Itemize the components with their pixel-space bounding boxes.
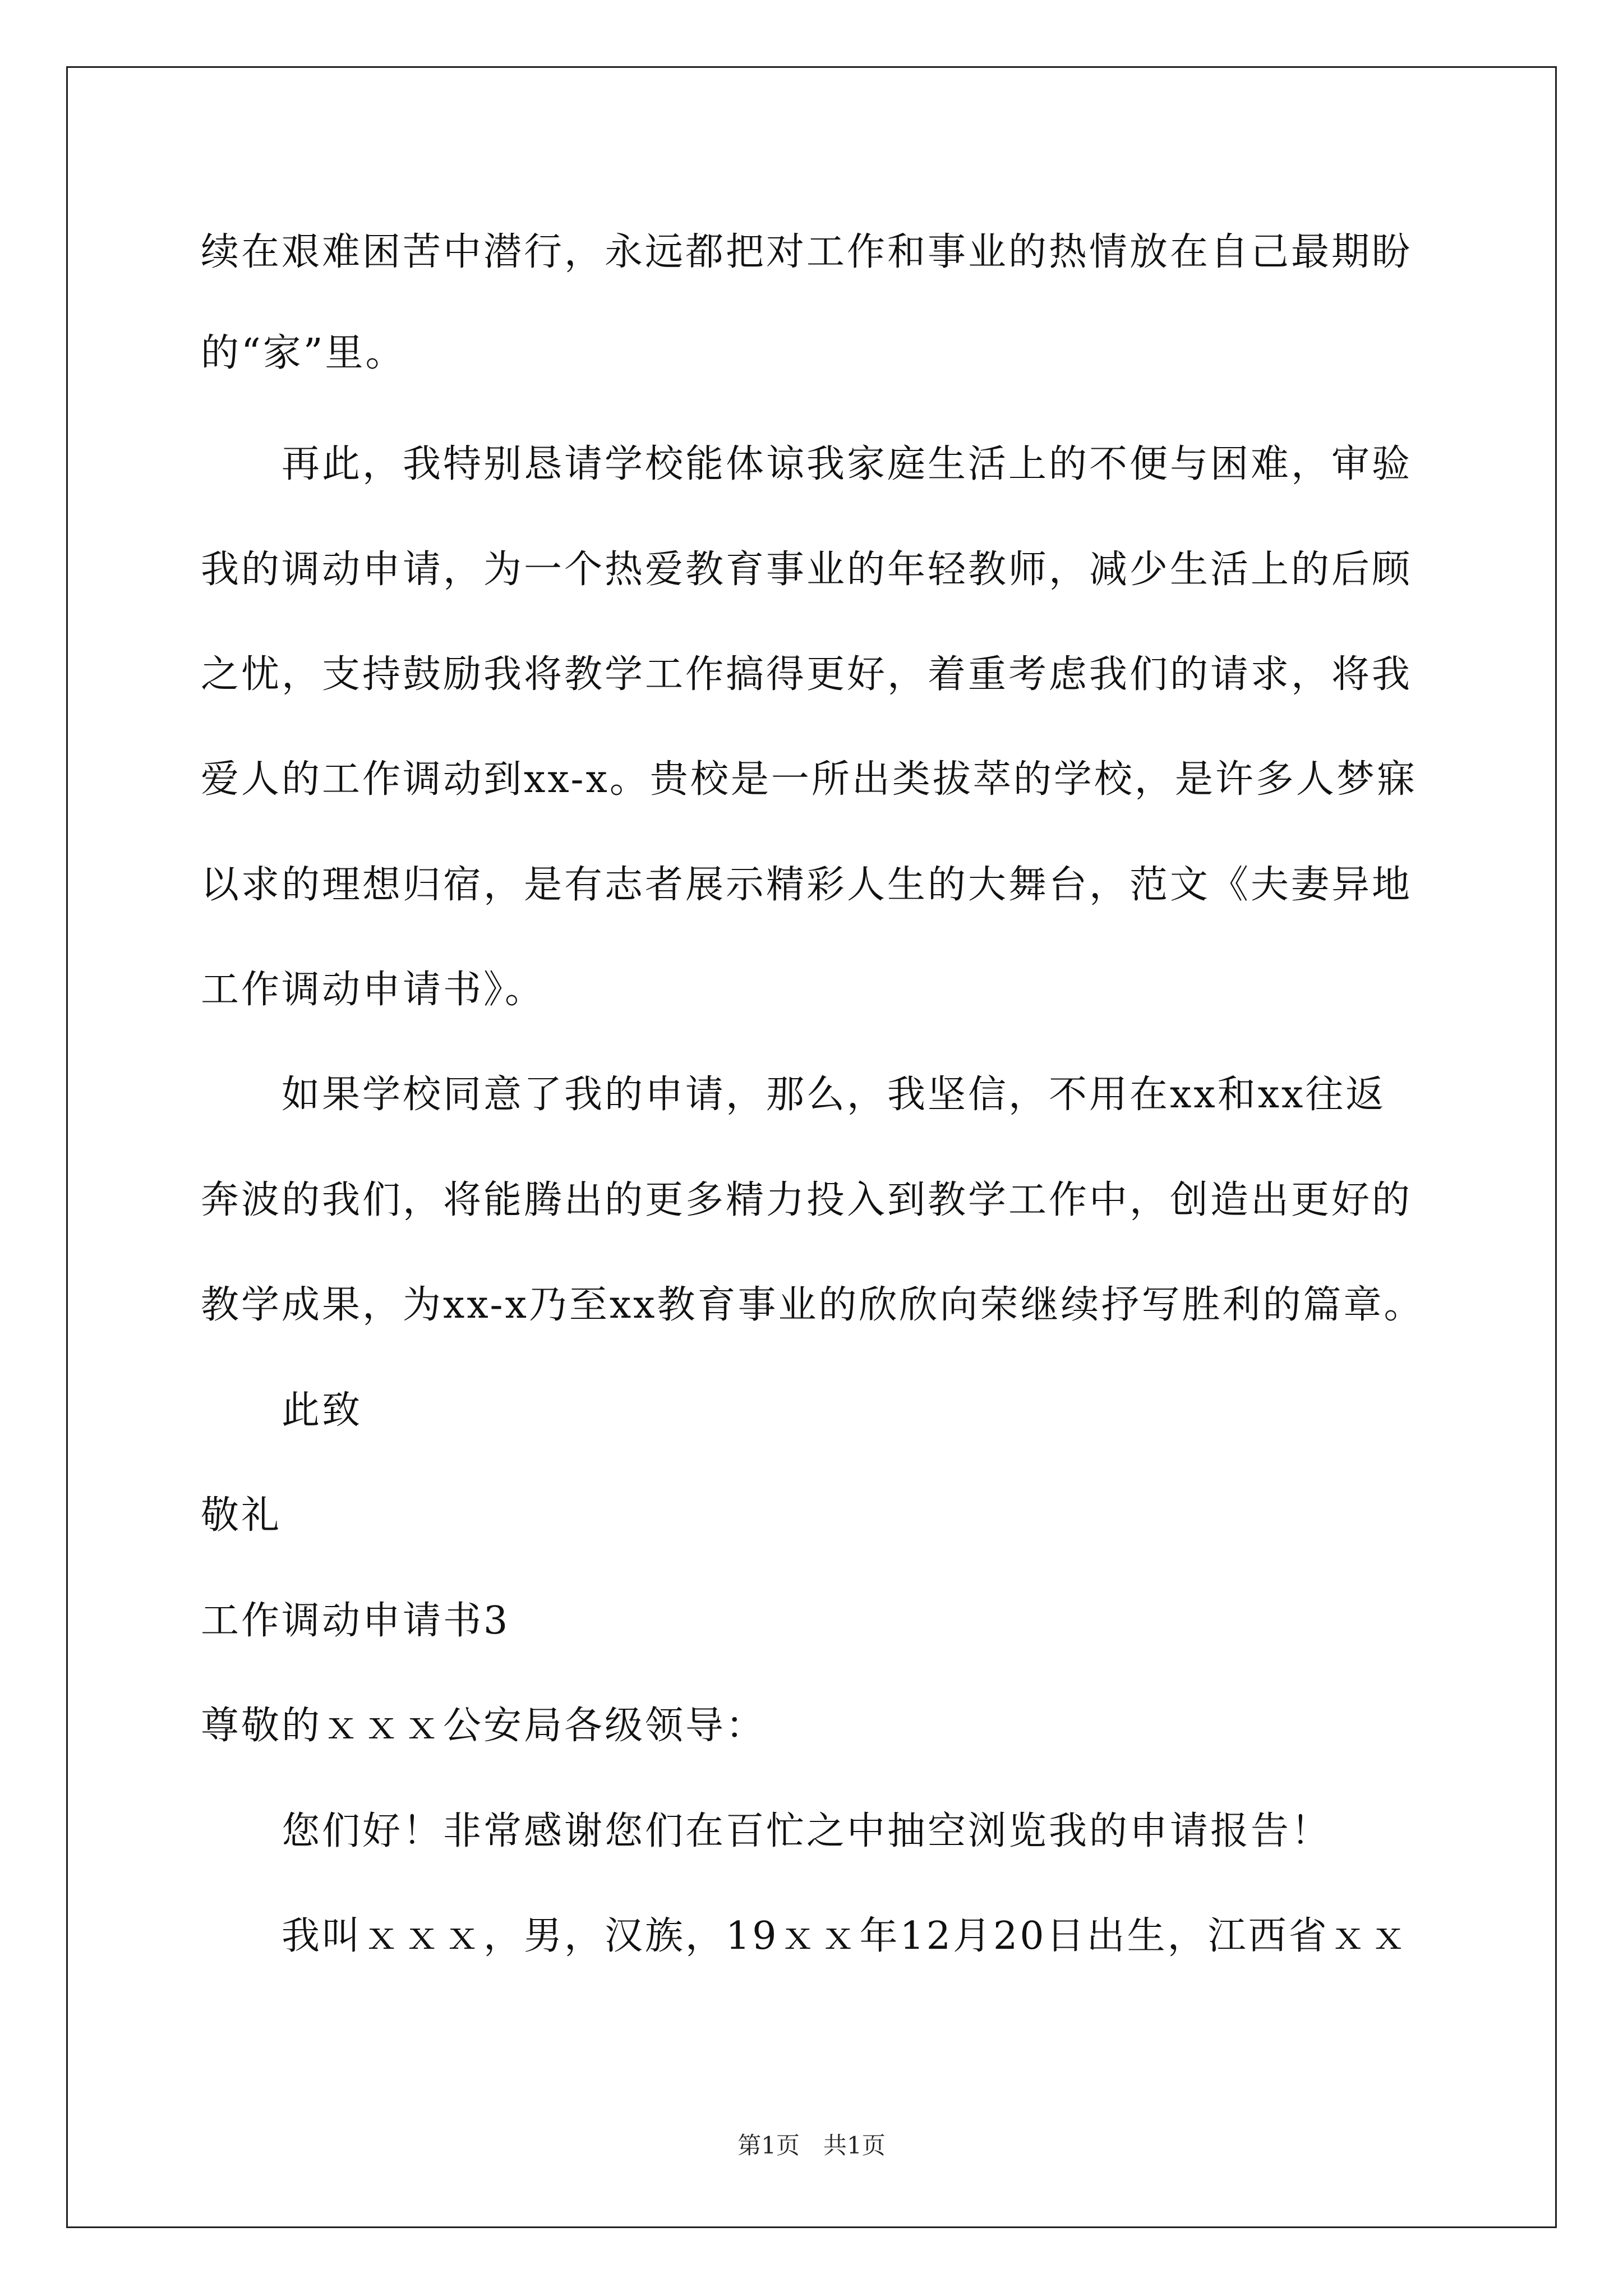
paragraph-line: 我叫ｘｘｘ，男，汉族，19ｘｘ年12月20日出生，江西省ｘｘ bbox=[282, 1914, 1410, 1958]
paragraph-line: 爱人的工作调动到xx-x。贵校是一所出类拔萃的学校，是许多人梦寐 bbox=[201, 757, 1417, 802]
paragraph-line: 如果学校同意了我的申请，那么，我坚信，不用在xx和xx往返 bbox=[282, 1073, 1386, 1117]
paragraph-line: 工作调动申请书》。 bbox=[201, 968, 546, 1012]
closing-regards: 敬礼 bbox=[201, 1493, 282, 1538]
paragraph-line: 之忧，支持鼓励我将教学工作搞得更好，着重考虑我们的请求，将我 bbox=[201, 652, 1413, 697]
greeting-line: 尊敬的ｘｘｘ公安局各级领导： bbox=[201, 1704, 767, 1748]
paragraph-line: 续在艰难困苦中潜行，永远都把对工作和事业的热情放在自己最期盼 bbox=[201, 230, 1413, 274]
paragraph-line: 再此，我特别恳请学校能体谅我家庭生活上的不便与困难，审验 bbox=[282, 442, 1413, 486]
page-border bbox=[66, 66, 1557, 2228]
paragraph-line: 的“家”里。 bbox=[201, 331, 406, 375]
page-footer: 第1页 共1页 bbox=[737, 2132, 886, 2159]
closing-salutation: 此致 bbox=[282, 1388, 363, 1433]
section-title: 工作调动申请书3 bbox=[201, 1599, 510, 1643]
paragraph-line: 教学成果，为xx-x乃至xx教育事业的欣欣向荣继续抒写胜利的篇章。 bbox=[201, 1283, 1424, 1327]
paragraph-line: 我的调动申请，为一个热爱教育事业的年轻教师，减少生活上的后顾 bbox=[201, 547, 1413, 592]
paragraph-line: 您们好！非常感谢您们在百忙之中抽空浏览我的申请报告！ bbox=[282, 1809, 1332, 1853]
paragraph-line: 奔波的我们，将能腾出的更多精力投入到教学工作中，创造出更好的 bbox=[201, 1178, 1413, 1222]
paragraph-line: 以求的理想归宿，是有志者展示精彩人生的大舞台，范文《夫妻异地 bbox=[201, 863, 1413, 907]
